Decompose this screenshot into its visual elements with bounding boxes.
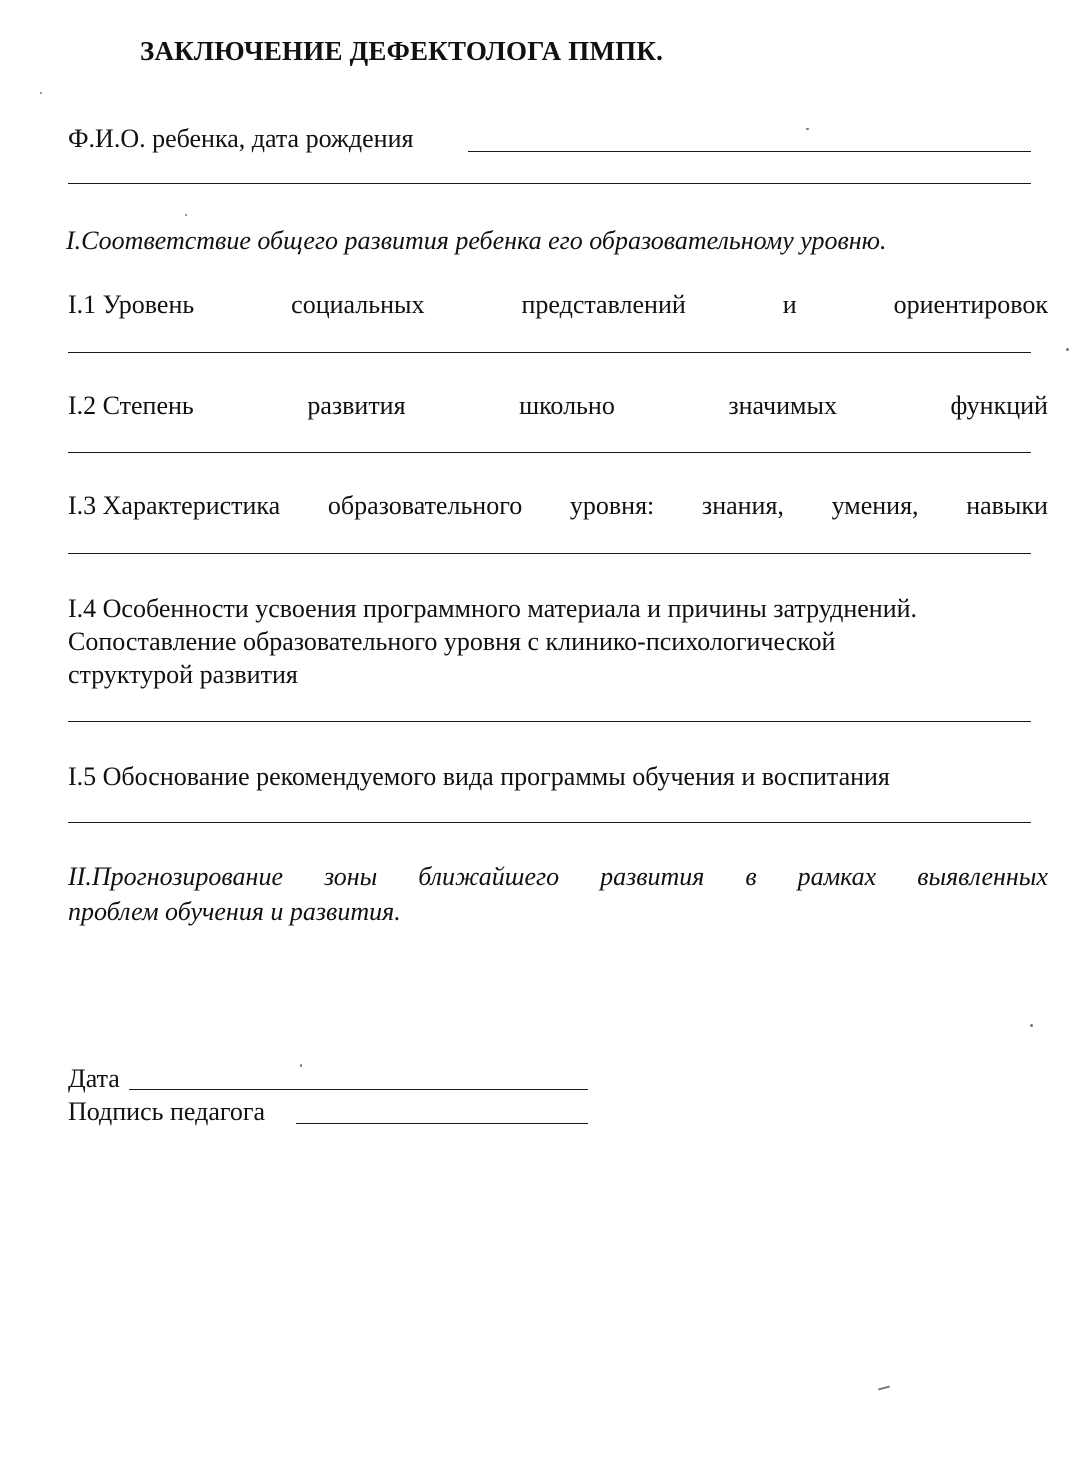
item-1-2-word: школьно xyxy=(519,391,615,420)
item-1-3-blank[interactable] xyxy=(68,553,1031,554)
scan-speck xyxy=(878,1385,890,1390)
item-1-4-line: I.4 Особенности усвоения программного материала и причины затруднений. xyxy=(68,594,918,623)
document-title: ЗАКЛЮЧЕНИЕ ДЕФЕКТОЛОГА ПМПК. xyxy=(140,36,664,66)
item-1-3-word: умения, xyxy=(831,491,919,520)
date-blank[interactable] xyxy=(129,1089,588,1090)
item-1-3-word: знания, xyxy=(701,491,784,520)
item-1-1-word: социальных xyxy=(291,290,425,319)
item-1-5: I.5 Обоснование рекомендуемого вида программы обучения и воспитания xyxy=(68,762,890,791)
item-1-3-word: образовательного xyxy=(327,491,523,520)
item-1-3-word: навыки xyxy=(966,491,1048,520)
item-1-2-word: функций xyxy=(950,391,1048,420)
scan-speck xyxy=(185,214,187,216)
item-1-4-line: Сопоставление образовательного уровня с клинико-психологической xyxy=(68,627,836,656)
child-name-label: Ф.И.О. ребенка, дата рождения xyxy=(68,124,414,153)
item-1-2-word: значимых xyxy=(728,391,837,420)
scan-speck xyxy=(1066,348,1069,351)
item-1-1-word: и xyxy=(782,290,797,319)
item-1-2 xyxy=(68,391,1048,421)
scan-speck xyxy=(1030,1024,1033,1027)
item-1-2-word: развития xyxy=(307,391,406,420)
item-1-3 xyxy=(68,491,1048,521)
item-1-1-word: представлений xyxy=(521,290,686,319)
section-2-word: ближайшего xyxy=(418,862,560,891)
section-2-heading xyxy=(68,862,1048,892)
section-2-heading-line-2: проблем обучения и развития. xyxy=(68,897,401,926)
item-1-1-word: I.1 Уровень xyxy=(68,290,195,319)
item-1-3-word: I.3 Характеристика xyxy=(68,491,281,520)
child-name-blank-2[interactable] xyxy=(68,183,1031,184)
item-1-4-blank[interactable] xyxy=(68,721,1031,722)
section-2-word: рамках xyxy=(797,862,877,891)
signature-label: Подпись педагога xyxy=(68,1097,266,1126)
item-1-5-blank[interactable] xyxy=(68,822,1031,823)
item-1-3-word: уровня: xyxy=(569,491,655,520)
child-name-blank[interactable] xyxy=(468,151,1031,152)
item-1-2-word: I.2 Степень xyxy=(68,391,194,420)
item-1-2-blank[interactable] xyxy=(68,452,1031,453)
item-1-4-line: структурой развития xyxy=(68,660,298,689)
section-1-heading: I.Соответствие общего развития ребенка его образовательному уровню. xyxy=(66,226,887,255)
scan-speck xyxy=(806,128,809,130)
signature-blank[interactable] xyxy=(296,1123,588,1124)
section-2-word: II.Прогнозирование xyxy=(68,862,283,891)
date-label: Дата xyxy=(68,1064,120,1093)
section-2-word: выявленных xyxy=(917,862,1048,891)
item-1-1-word: ориентировок xyxy=(893,290,1048,319)
item-1-1 xyxy=(68,290,1048,320)
section-2-word: в xyxy=(745,862,757,891)
item-1-4 xyxy=(68,592,917,691)
scan-speck xyxy=(40,92,42,94)
section-2-word: развития xyxy=(600,862,705,891)
item-1-1-blank[interactable] xyxy=(68,352,1031,353)
section-2-word: зоны xyxy=(323,862,378,891)
scan-speck xyxy=(300,1064,302,1067)
